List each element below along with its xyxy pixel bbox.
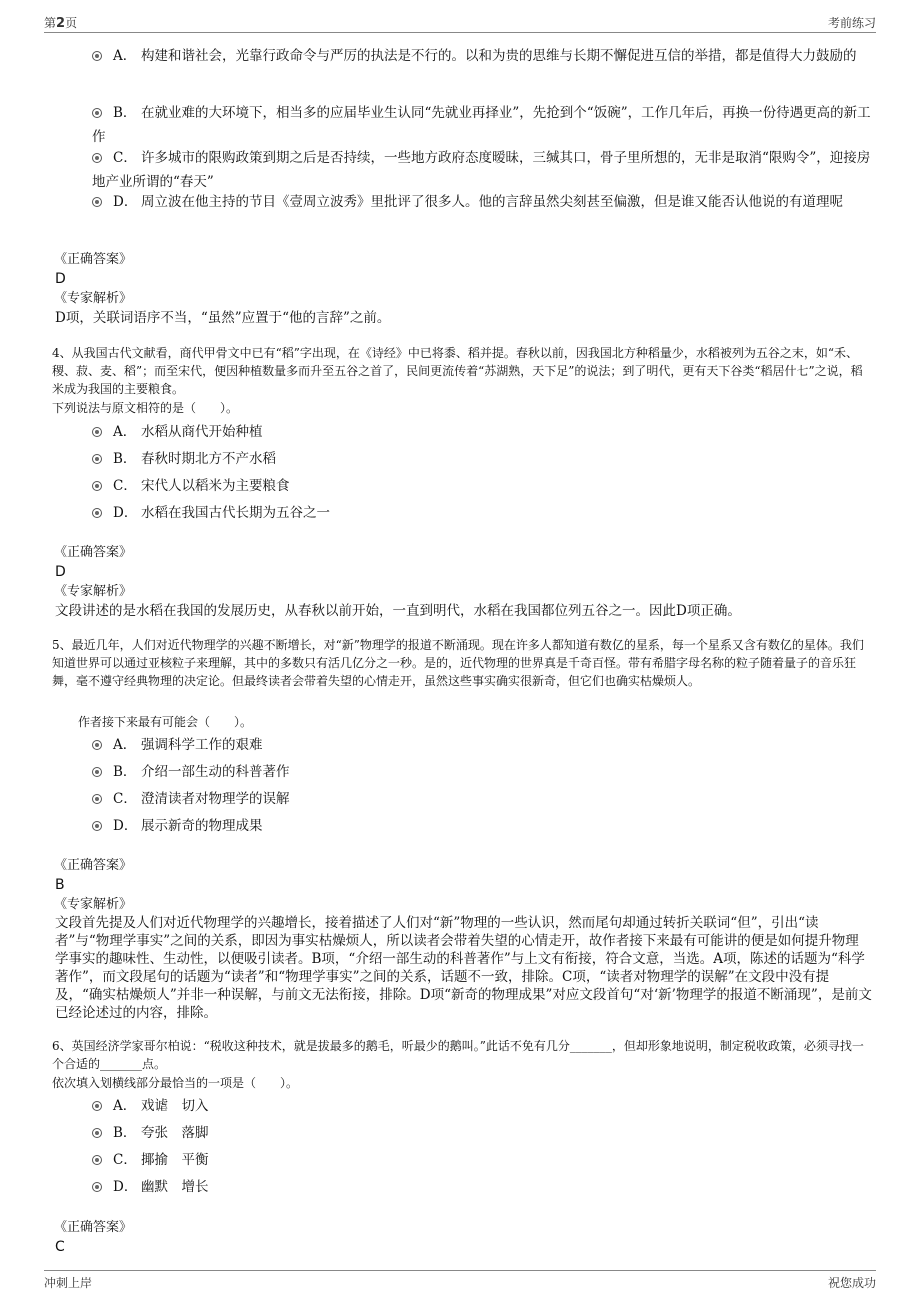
radio-icon[interactable] — [92, 153, 102, 163]
q5-prompt: 作者接下来最有可能会（ ）。 — [78, 715, 253, 729]
radio-icon[interactable] — [92, 1155, 102, 1165]
q3-analysis: D项，关联词语序不当，“虽然”应置于“他的言辞”之前。 — [55, 310, 391, 326]
radio-icon[interactable] — [92, 481, 102, 491]
q3-option-d[interactable]: D． 周立波在他主持的节目《壹周立波秀》里批评了很多人。他的言辞虽然尖刻甚至偏激，但是谁又能否认他说的有道理呢 — [92, 190, 872, 214]
q6-option-a[interactable]: A． 戏谑 切入 — [92, 1094, 872, 1118]
footer-right: 祝您成功 — [827, 1276, 876, 1290]
q4-prompt: 下列说法与原文相符的是（ ）。 — [52, 401, 239, 415]
radio-icon[interactable] — [92, 1182, 102, 1192]
radio-icon[interactable] — [92, 821, 102, 831]
radio-icon[interactable] — [92, 1101, 102, 1111]
q5-option-d[interactable]: D． 展示新奇的物理成果 — [92, 814, 872, 838]
q6-answer: C — [55, 1239, 65, 1255]
page-footer — [44, 1270, 876, 1294]
radio-icon[interactable] — [92, 197, 102, 207]
q6-prompt: 依次填入划横线部分最恰当的一项是（ ）。 — [52, 1076, 299, 1090]
q5-answer-label: 《正确答案》 — [54, 858, 133, 873]
q4-answer-label: 《正确答案》 — [54, 545, 133, 560]
q5-option-a[interactable]: A． 强调科学工作的艰难 — [92, 733, 872, 757]
footer-left: 冲刺上岸 — [44, 1276, 93, 1290]
q5-option-c[interactable]: C． 澄清读者对物理学的误解 — [92, 787, 872, 811]
radio-icon[interactable] — [92, 1128, 102, 1138]
q5-stem: 5、最近几年，人们对近代物理学的兴趣不断增长，对“新”物理学的报道不断涌现。现在许多人都知道有数亿的星系，每一个星系又含有数亿的星体。我们知道世界可以通过亚核粒子来理解，其中的多数只有活几亿分之一秒。是的，近代物理的世界真是千奇百怪。带有希腊字母名称的粒子随着量子的音乐狂舞，毫不遵守经典物理的决定论。但最终读者会带着失望的心情走开，虽然这些事实确实很新奇，但它们也确实枯燥烦人。 — [52, 638, 864, 688]
radio-icon[interactable] — [92, 794, 102, 804]
header-title: 考前练习 — [827, 16, 876, 30]
q4-stem: 4、从我国古代文献看，商代甲骨文中已有“稻”字出现，在《诗经》中已将黍、稻并提。春秋以前，因我国北方种稻量少，水稻被列为五谷之末，如“禾、稷、菽、麦、稻”；而至宋代，便因种植数量多而升至五谷之首了，民间更流传着“苏湖熟，天下足”的说法；到了明代，更有天下谷类“稻居什七”之说，稻米成为我国的主要粮食。 — [52, 346, 863, 396]
q3-answer: D — [55, 271, 66, 287]
q6-option-b[interactable]: B． 夸张 落脚 — [92, 1121, 872, 1145]
q4-option-a[interactable]: A． 水稻从商代开始种植 — [92, 420, 872, 444]
radio-icon[interactable] — [92, 740, 102, 750]
q3-option-c[interactable]: C． 许多城市的限购政策到期之后是否持续，一些地方政府态度暧昧，三缄其口，骨子里所想的，无非是取消“限购令”，迎接房地产业所谓的“春天” — [92, 150, 871, 190]
q6-answer-label: 《正确答案》 — [54, 1220, 133, 1235]
q3-option-b[interactable]: B． 在就业难的大环境下，相当多的应届毕业生认同“先就业再择业”，先抢到个“饭碗”，工作几年后，再换一份待遇更高的新工作 — [92, 105, 871, 145]
radio-icon[interactable] — [92, 108, 102, 118]
page-number: 第2页 — [44, 16, 78, 31]
page-header — [44, 14, 876, 33]
q3-answer-label: 《正确答案》 — [54, 252, 133, 267]
q4-option-c[interactable]: C． 宋代人以稻米为主要粮食 — [92, 474, 872, 498]
radio-icon[interactable] — [92, 51, 102, 61]
q4-analysis: 文段讲述的是水稻在我国的发展历史，从春秋以前开始，一直到明代，水稻在我国都位列五谷之一。因此D项正确。 — [55, 603, 741, 619]
q4-analysis-label: 《专家解析》 — [54, 584, 133, 599]
radio-icon[interactable] — [92, 508, 102, 518]
q6-option-c[interactable]: C． 揶揄 平衡 — [92, 1148, 872, 1172]
q4-option-d[interactable]: D． 水稻在我国古代长期为五谷之一 — [92, 501, 872, 525]
q5-analysis-label: 《专家解析》 — [54, 897, 133, 912]
q3-analysis-label: 《专家解析》 — [54, 291, 133, 306]
q5-answer: B — [55, 877, 65, 893]
radio-icon[interactable] — [92, 454, 102, 464]
q4-option-b[interactable]: B． 春秋时期北方不产水稻 — [92, 447, 872, 471]
q3-option-a[interactable]: A． 构建和谐社会，光靠行政命令与严厉的执法是不行的。以和为贵的思维与长期不懈促进互信的举措，都是值得大力鼓励的 — [92, 44, 872, 68]
q6-option-d[interactable]: D． 幽默 增长 — [92, 1175, 872, 1199]
q5-analysis: 文段首先提及人们对近代物理学的兴趣增长，接着描述了人们对“新”物理的一些认识，然而尾句却通过转折关联词“但”，引出“读者”与“物理学事实”之间的关系，即因为事实枯燥烦人，所以读者会带着失望的心情走开，故作者接下来最有可能讲的便是如何提升物理学事实的趣味性、生动性，以便吸引读者。B项，“介绍一部生动的科普著作”与上文有衔接，符合文意，当选。A项，陈述的话题为“科学著作”，而文段尾句的话题为“读者”和“物理学事实”之间的关系，话题不一致，排除。C项，“读者对物理学的误解”在文段中没有提及，“确实枯燥烦人”并非一种误解，与前文无法衔接，排除。D项“新奇的物理成果”对应文段首句“对‘新’物理学的报道不断涌现”，是前文已经论述过的内容，排除。 — [55, 915, 872, 1021]
radio-icon[interactable] — [92, 427, 102, 437]
q5-option-b[interactable]: B． 介绍一部生动的科普著作 — [92, 760, 872, 784]
radio-icon[interactable] — [92, 767, 102, 777]
q4-answer: D — [55, 564, 66, 580]
q6-stem: 6、英国经济学家哥尔柏说：“税收这种技术，就是拔最多的鹅毛，听最少的鹅叫。”此话不免有几分_______，但却形象地说明，制定税收政策，必须寻找一个合适的_______点。 — [52, 1039, 864, 1071]
